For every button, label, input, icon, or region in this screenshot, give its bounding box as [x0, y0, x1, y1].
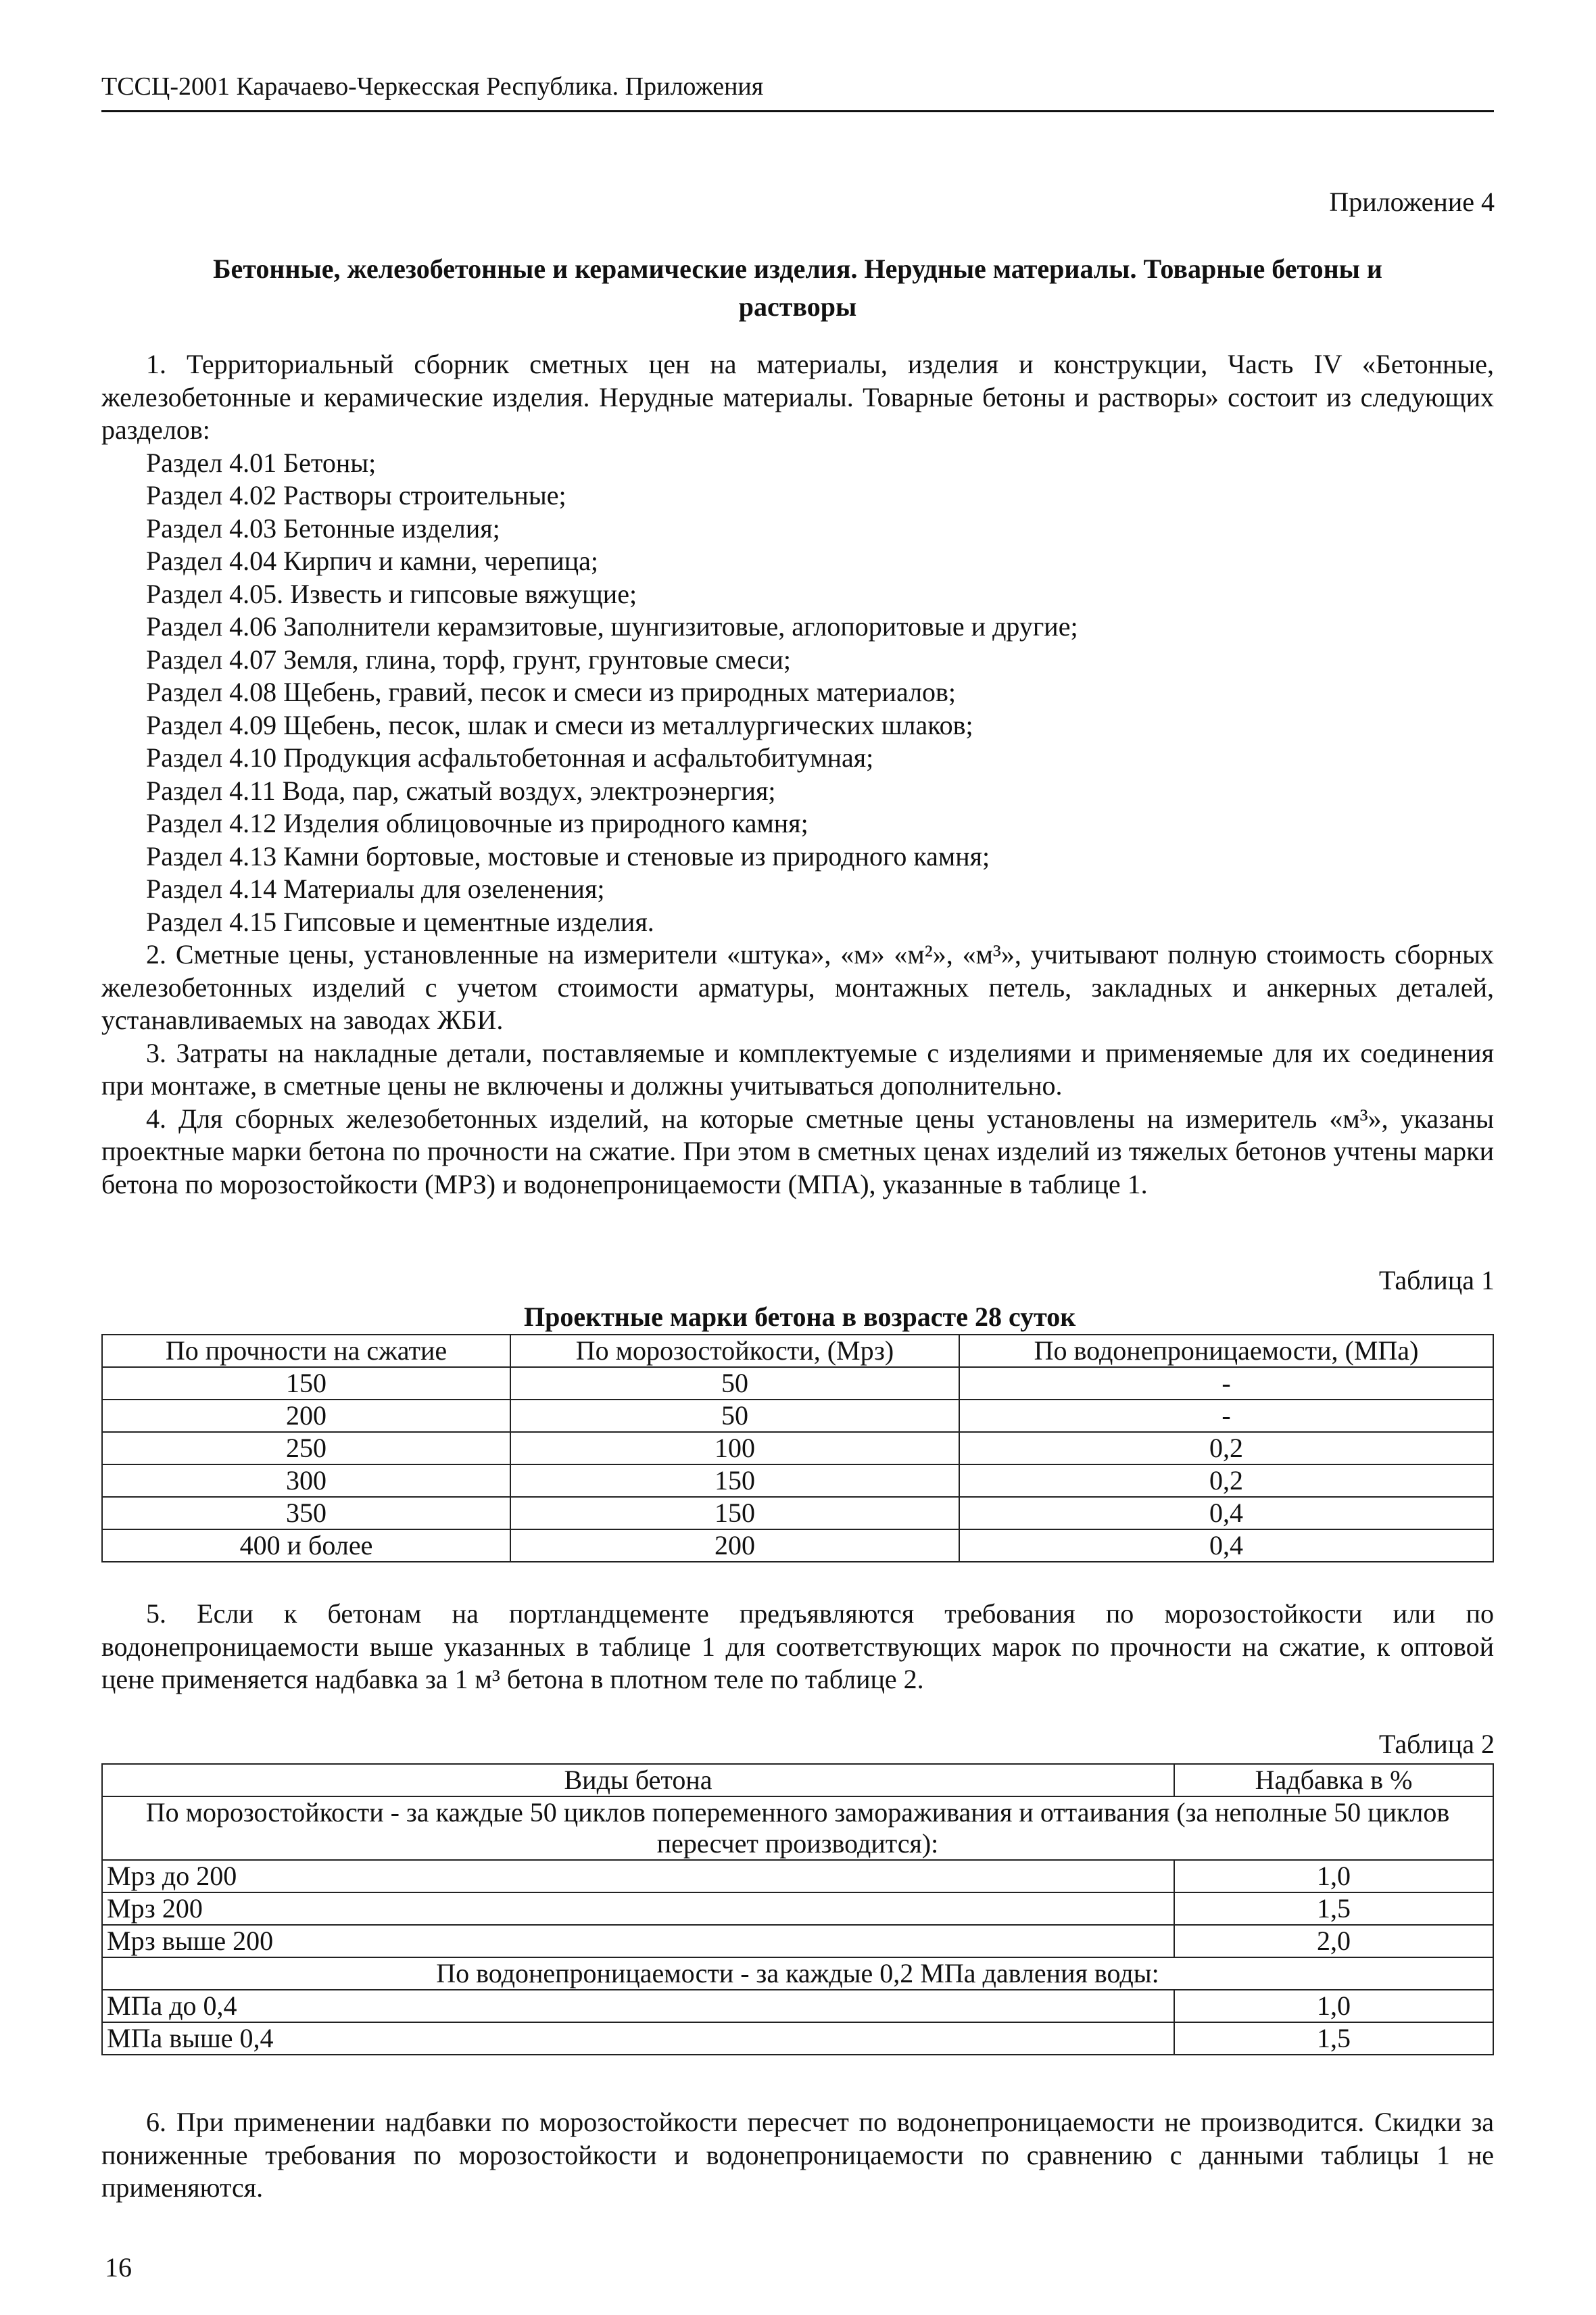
page-number: 16	[105, 2252, 132, 2283]
section-item: Раздел 4.03 Бетонные изделия;	[146, 512, 500, 544]
table2-caption: Таблица 2	[1378, 1729, 1495, 1759]
body-section-2	[101, 1598, 1494, 1696]
table-row	[102, 1497, 1493, 1529]
table-cell: -	[959, 1367, 1493, 1400]
table-cell: 400 и более	[102, 1529, 510, 1562]
table-cell: 150	[510, 1464, 959, 1497]
table-row	[102, 1892, 1493, 1925]
table-cell: 300	[102, 1464, 510, 1497]
table-row	[102, 1860, 1493, 1892]
paragraph-1: 1. Территориальный сборник сметных цен на материалы, изделия и конструкции, Часть IV «Бетонные, железобетонные и керамические изделия. Нерудные материалы. Товарные бетоны и растворы» состоит из следующих разделов:	[101, 349, 1494, 445]
section-item: Раздел 4.15 Гипсовые и цементные изделия.	[146, 906, 654, 937]
table-header-row	[102, 1764, 1493, 1796]
table-cell: 150	[510, 1497, 959, 1529]
paragraph-3: 3. Затраты на накладные детали, поставляемые и комплектуемые с изделиями и применяемые для их соединения при монтаже, в сметные цены не включены и должны учитываться дополнительно.	[101, 1037, 1494, 1101]
section-item: Раздел 4.09 Щебень, песок, шлак и смеси из металлургических шлаков;	[146, 709, 973, 740]
section-item: Раздел 4.04 Кирпич и камни, черепица;	[146, 546, 598, 576]
table-row	[102, 1990, 1493, 2022]
table1-caption: Таблица 1	[1378, 1265, 1495, 1295]
column-header: По прочности на сжатие	[102, 1335, 510, 1367]
table-row	[102, 1529, 1493, 1562]
table-cell: -	[959, 1400, 1493, 1432]
group-heading-water: По водонепроницаемости - за каждые 0,2 МПа давления воды:	[102, 1957, 1493, 1990]
body-section-1	[101, 348, 1494, 1201]
section-item: Раздел 4.07 Земля, глина, торф, грунт, грунтовые смеси;	[146, 644, 791, 675]
table-cell: 1,5	[1174, 1892, 1493, 1925]
paragraph-2: 2. Сметные цены, установленные на измерители «штука», «м» «м²», «м³», учитывают полную стоимость сборных железобетонных изделий с учетом стоимости арматуры, монтажных петель, закладных и анкерных деталей, устанавливаемых на заводах ЖБИ.	[101, 939, 1494, 1035]
section-item: Раздел 4.13 Камни бортовые, мостовые и стеновые из природного камня;	[146, 840, 990, 872]
table-cell: Мрз 200	[102, 1892, 1174, 1925]
table1-title: Проектные марки бетона в возрасте 28 суток	[524, 1302, 1076, 1332]
table-row	[102, 1925, 1493, 1957]
paragraph-4: 4. Для сборных железобетонных изделий, на которые сметные цены установлены на измеритель «м³», указаны проектные марки бетона по прочности на сжатие. При этом в сметных ценах изделий из тяжелых бетонов учтены марки бетона по морозостойкости (МРЗ) и водонепроницаемости (МПА), указанные в таблице 1.	[101, 1103, 1494, 1199]
section-item: Раздел 4.11 Вода, пар, сжатый воздух, электроэнергия;	[146, 775, 776, 806]
table-cell: 2,0	[1174, 1925, 1493, 1957]
table-cell: 50	[510, 1400, 959, 1432]
table-cell: 1,0	[1174, 1990, 1493, 2022]
section-item: Раздел 4.10 Продукция асфальтобетонная и асфальтобитумная;	[146, 742, 874, 773]
table-cell: МПа до 0,4	[102, 1990, 1174, 2022]
section-item: Раздел 4.06 Заполнители керамзитовые, шунгизитовые, аглопоритовые и другие;	[146, 611, 1078, 642]
table-cell: 0,2	[959, 1432, 1493, 1464]
header-divider	[101, 110, 1494, 112]
table-cell: 150	[102, 1367, 510, 1400]
table-cell: Мрз до 200	[102, 1860, 1174, 1892]
table-group-row	[102, 1957, 1493, 1990]
section-item: Раздел 4.14 Материалы для озеленения;	[146, 874, 605, 904]
table-cell: 250	[102, 1432, 510, 1464]
table-row	[102, 2022, 1493, 2055]
table-concrete-grades	[101, 1334, 1494, 1562]
section-item: Раздел 4.08 Щебень, гравий, песок и смеси из природных материалов;	[146, 677, 957, 707]
table-row	[102, 1432, 1493, 1464]
table-cell: 350	[102, 1497, 510, 1529]
table-cell: 0,4	[959, 1529, 1493, 1562]
paragraph-5: 5. Если к бетонам на портландцементе предъявляются требования по морозостойкости или по водонепроницаемости выше указанных в таблице 1 для соответствующих марок по прочности на сжатие, к оптовой цене применяется надбавка за 1 м³ бетона в плотном теле по таблице 2.	[101, 1598, 1494, 1694]
page-header: ТССЦ-2001 Карачаево-Черкесская Республика. Приложения	[101, 72, 764, 101]
appendix-label: Приложение 4	[1329, 187, 1495, 217]
table-cell: Мрз выше 200	[102, 1925, 1174, 1957]
table-surcharges	[101, 1763, 1494, 2055]
section-item: Раздел 4.05. Известь и гипсовые вяжущие;	[146, 578, 637, 609]
table-header-row	[102, 1335, 1493, 1367]
table-cell: 0,2	[959, 1464, 1493, 1497]
table-cell: 50	[510, 1367, 959, 1400]
table-cell: МПа выше 0,4	[102, 2022, 1174, 2055]
document-title: Бетонные, железобетонные и керамические изделия. Нерудные материалы. Товарные бетоны и растворы	[213, 254, 1382, 322]
paragraph-6: 6. При применении надбавки по морозостойкости пересчет по водонепроницаемости не производится. Скидки за пониженные требования по морозостойкости и водонепроницаемости по сравнению с данными таблицы 1 не применяются.	[101, 2107, 1494, 2203]
table-group-row	[102, 1796, 1493, 1860]
table-cell: 200	[510, 1529, 959, 1562]
section-item: Раздел 4.01 Бетоны;	[146, 447, 377, 478]
column-header: Виды бетона	[102, 1764, 1174, 1796]
table-cell: 100	[510, 1432, 959, 1464]
table-row	[102, 1367, 1493, 1400]
table-cell: 1,5	[1174, 2022, 1493, 2055]
table-cell: 0,4	[959, 1497, 1493, 1529]
body-section-3	[101, 2106, 1494, 2205]
column-header: Надбавка в %	[1174, 1764, 1493, 1796]
table-row	[102, 1464, 1493, 1497]
group-heading-frost: По морозостойкости - за каждые 50 циклов попеременного замораживания и оттаивания (за неполные 50 циклов пересчет производится):	[102, 1796, 1493, 1860]
column-header: По морозостойкости, (Мрз)	[510, 1335, 959, 1367]
column-header: По водонепроницаемости, (МПа)	[959, 1335, 1493, 1367]
table-cell: 1,0	[1174, 1860, 1493, 1892]
section-item: Раздел 4.12 Изделия облицовочные из природного камня;	[146, 808, 808, 838]
table-row	[102, 1400, 1493, 1432]
section-item: Раздел 4.02 Растворы строительные;	[146, 480, 566, 510]
table-cell: 200	[102, 1400, 510, 1432]
